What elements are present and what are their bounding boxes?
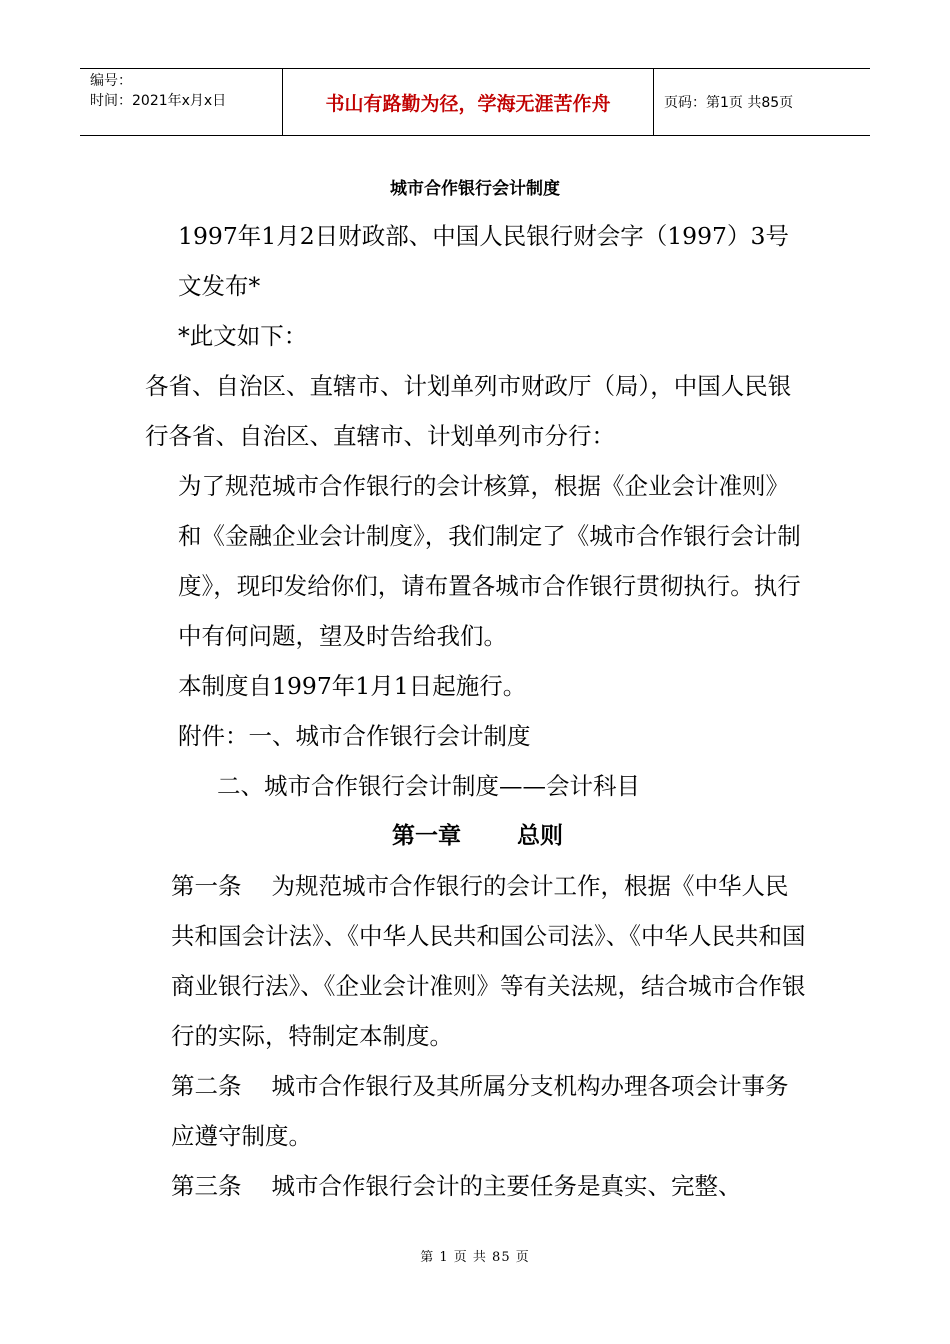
header-page-info: 页码：第1页 共85页 — [664, 95, 794, 111]
header-motto-cell — [282, 69, 654, 135]
attachment-two: 二、城市合作银行会计制度——会计科目 — [217, 772, 640, 800]
article-text: 城市合作银行会计的主要任务是真实、完整、 — [271, 1172, 742, 1200]
article-label: 第二条 — [171, 1072, 242, 1100]
article-3 — [145, 1161, 810, 1211]
number-label: 编号： — [90, 73, 132, 89]
article-text: 城市合作银行及其所属分支机构办理各项会计事务应遵守制度。 — [171, 1072, 789, 1150]
article-label: 第一条 — [171, 872, 242, 900]
chapter-name: 总则 — [517, 823, 563, 849]
chapter-heading — [145, 811, 810, 861]
effective-date-paragraph: 本制度自1997年1月1日起施行。 — [178, 672, 527, 700]
purpose-paragraph: 为了规范城市合作银行的会计核算，根据《企业会计准则》和《金融企业会计制度》，我们制定了《城市合作银行会计制度》，现印发给你们，请布置各城市合作银行贯彻执行。执行中有何问题，望及时告给我们。 — [178, 472, 801, 650]
article-1 — [145, 861, 810, 1061]
attachment-one: 附件：一、城市合作银行会计制度 — [178, 722, 531, 750]
header-motto: 书山有路勤为径，学海无涯苦作舟 — [325, 92, 611, 115]
chapter-number: 第一章 — [392, 823, 461, 849]
page-footer: 第 1 页 共 85 页 — [420, 1250, 530, 1265]
document-title: 城市合作银行会计制度 — [390, 179, 560, 199]
header-meta — [80, 69, 282, 135]
article-label: 第三条 — [171, 1172, 242, 1200]
document-body — [145, 211, 810, 1211]
time-label: 时间：2021年x月x日 — [90, 93, 227, 109]
issuance-paragraph: 1997年1月2日财政部、中国人民银行财会字（1997）3号文发布* — [178, 222, 789, 300]
article-2 — [145, 1061, 810, 1161]
intro-paragraph: *此文如下： — [178, 322, 308, 350]
header-table — [80, 68, 870, 136]
article-text: 为规范城市合作银行的会计工作，根据《中华人民共和国会计法》、《中华人民共和国公司法》、《中华人民共和国商业银行法》、《企业会计准则》等有关法规，结合城市合作银行的实际，特制定本制度。 — [171, 872, 806, 1050]
addressee-paragraph: 各省、自治区、直辖市、计划单列市财政厅（局），中国人民银行各省、自治区、直辖市、计划单列市分行： — [145, 372, 792, 450]
